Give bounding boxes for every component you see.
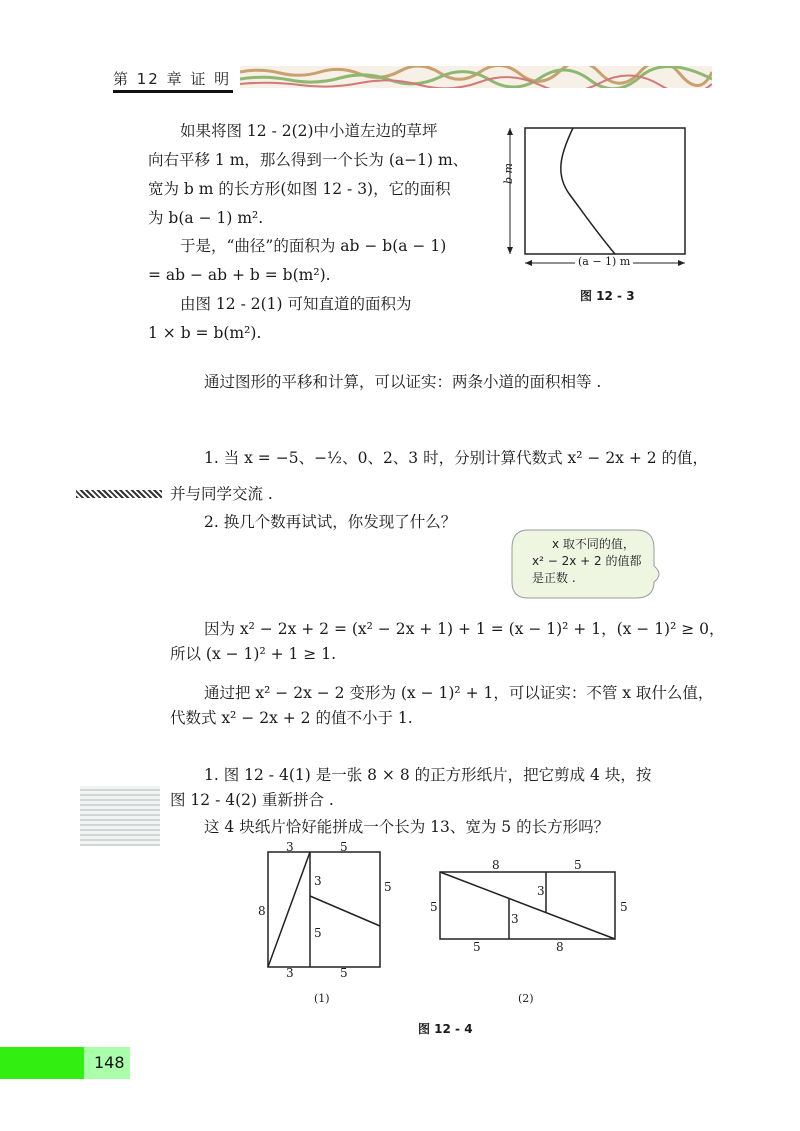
bubble-text-line: x² − 2x + 2 的值都 bbox=[532, 554, 642, 568]
figure-12-3 bbox=[500, 120, 700, 270]
fig1-label: 5 bbox=[340, 966, 348, 980]
header-decorative-strip bbox=[240, 66, 712, 88]
exercise-2-line: 2. 换几个数再试试，你发现了什么？ bbox=[204, 513, 457, 531]
section-marker-stripe bbox=[76, 490, 162, 498]
bubble-text-line: 是正数 . bbox=[532, 571, 576, 585]
para-line: 宽为 b m 的长方形(如图 12 - 3)，它的面积 bbox=[148, 180, 451, 198]
fig12-3-width-label: (a − 1) m bbox=[575, 255, 633, 268]
fig12-3-height-label: b m bbox=[502, 163, 515, 184]
para-line: 1 × b = b(m²). bbox=[148, 324, 262, 342]
conclusion-text: 通过图形的平移和计算，可以证实：两条小道的面积相等 . bbox=[204, 373, 602, 391]
para-line: 如果将图 12 - 2(2)中小道左边的草坪 bbox=[180, 122, 438, 140]
figure-12-4-2 bbox=[425, 860, 640, 950]
figure-12-4-1 bbox=[250, 840, 400, 985]
problem-line: 1. 图 12 - 4(1) 是一张 8 × 8 的正方形纸片，把它剪成 4 块，按 bbox=[204, 766, 652, 784]
fig12-4-caption: 图 12 - 4 bbox=[418, 1022, 473, 1036]
header-underline bbox=[113, 90, 233, 93]
fig2-label: 5 bbox=[620, 900, 628, 914]
fig1-label: 5 bbox=[384, 880, 392, 894]
fig2-label: 5 bbox=[473, 940, 481, 954]
section-marker-image bbox=[80, 786, 160, 846]
fig1-sublabel: (1) bbox=[314, 992, 330, 1005]
para-line: 为 b(a − 1) m². bbox=[148, 209, 264, 227]
fig1-label: 3 bbox=[314, 874, 322, 888]
fig1-label: 3 bbox=[286, 966, 294, 980]
bubble-text-line: x 取不同的值， bbox=[552, 537, 635, 551]
fig1-label: 5 bbox=[314, 926, 322, 940]
fig12-3-caption: 图 12 - 3 bbox=[580, 289, 635, 303]
para-line: = ab − ab + b = b(m²). bbox=[148, 266, 331, 284]
fig2-label: 3 bbox=[511, 912, 519, 926]
problem-line: 图 12 - 4(2) 重新拼合 . bbox=[170, 791, 334, 809]
para-line: 向右平移 1 m，那么得到一个长为 (a−1) m、 bbox=[148, 151, 469, 169]
page-number-tab bbox=[0, 1047, 130, 1079]
fig1-label: 5 bbox=[340, 840, 348, 854]
chapter-header: 第 12 章 证 明 bbox=[113, 70, 232, 88]
proof-line: 因为 x² − 2x + 2 = (x² − 2x + 1) + 1 = (x − 1)² + 1，(x − 1)² ≥ 0， bbox=[204, 620, 725, 638]
para-line: 于是，“曲径”的面积为 ab − b(a − 1) bbox=[180, 237, 447, 255]
fig2-label: 8 bbox=[556, 940, 564, 954]
conclusion-2-line: 通过把 x² − 2x − 2 变形为 (x − 1)² + 1，可以证实：不管 x 取什么值， bbox=[204, 684, 714, 702]
exercise-1-line: 并与同学交流 . bbox=[170, 485, 273, 503]
fig1-label: 3 bbox=[286, 840, 294, 854]
fig1-label: 8 bbox=[258, 904, 266, 918]
page-number: 148 bbox=[94, 1053, 125, 1072]
fig2-label: 8 bbox=[492, 858, 500, 872]
conclusion-2-line: 代数式 x² − 2x + 2 的值不小于 1. bbox=[170, 709, 413, 727]
fig2-label: 5 bbox=[574, 858, 582, 872]
fig2-label: 3 bbox=[537, 884, 545, 898]
para-line: 由图 12 - 2(1) 可知直道的面积为 bbox=[180, 295, 412, 313]
problem-line: 这 4 块纸片恰好能拼成一个长为 13、宽为 5 的长方形吗？ bbox=[204, 818, 610, 836]
exercise-1-line: 1. 当 x = −5、−½、0、2、3 时，分别计算代数式 x² − 2x + 2 的值， bbox=[204, 449, 709, 467]
fig2-label: 5 bbox=[430, 900, 438, 914]
fig2-sublabel: (2) bbox=[518, 992, 534, 1005]
proof-line: 所以 (x − 1)² + 1 ≥ 1. bbox=[170, 645, 337, 663]
